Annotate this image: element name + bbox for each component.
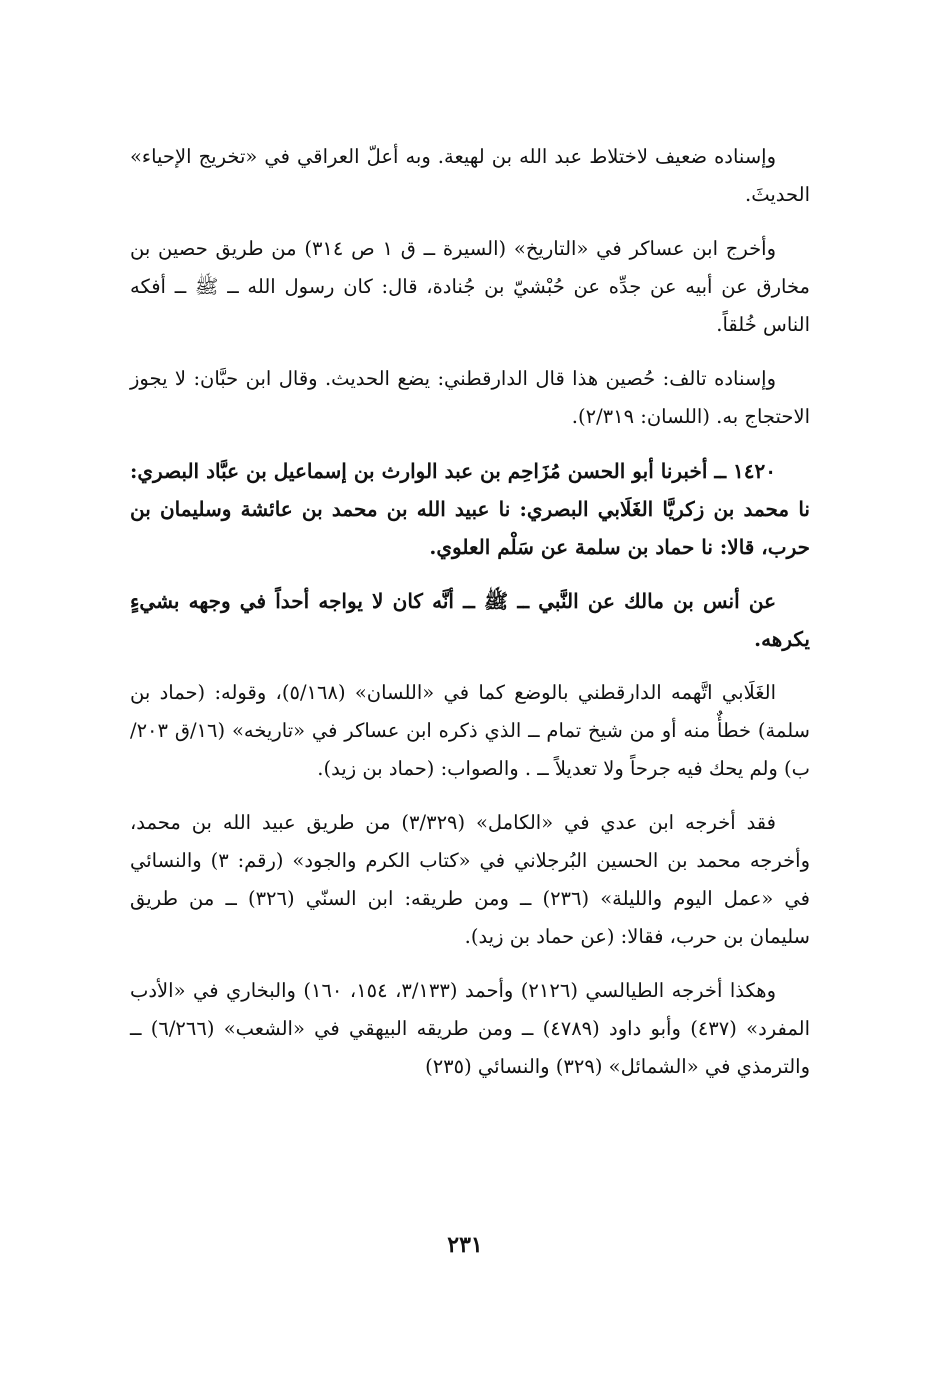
paragraph-isnad-weak: وإسناده ضعيف لاختلاط عبد الله بن لهيعة. وبه أعلّ العراقي في «تخريج الإحياء» الحديثَ.: [130, 145, 810, 206]
page-number: ٢٣١: [447, 1232, 483, 1258]
hadith-text-1420: عن أنس بن مالك عن النَّبي ــ ﷺ ــ أنَّه كان لا يواجه أحداً في وجهه بشيءٍ يكرهه.: [130, 589, 810, 651]
paragraph-tayalisi: وهكذا أخرجه الطيالسي (٢١٢٦) وأحمد (٣/١٣٣، ١٥٤، ١٦٠) والبخاري في «الأدب المفرد» (٤٣٧) وأبو داود (٤٧٨٩) ــ ومن طريقه البيهقي في «الشعب» (٦/٢٦٦) ــ والترمذي في «الشمائل» (٣٢٩) والنسائي (٢٣٥): [130, 979, 811, 1078]
paragraph-ibn-adi: فقد أخرجه ابن عدي في «الكامل» (٣/٣٢٩) من طريق عبيد الله بن محمد، وأخرجه محمد بن الحسين البُرجلاني في «كتاب الكرم والجود» (رقم: ٣) والنسائي في «عمل اليوم والليلة» (٢٣٦) ــ ومن طريقه: ابن السنّي (٣٢٦) ــ من طريق سليمان بن حرب، فقالا: (عن حماد بن زيد).: [130, 811, 811, 948]
paragraph-ghalabi: الغَلَابي اتَّهمه الدارقطني بالوضع كما في «اللسان» (٥/١٦٨)، وقوله: (حماد بن سلمة) خطأٌ منه أو من شيخ تمام ــ الذي ذكره ابن عساكر في «تاريخه» (١٦/ق ٢٠٣/ب) ولم يحك فيه جرحاً ولا تعديلاً ــ . والصواب: (حماد بن زيد).: [130, 681, 811, 780]
hadith-chain-1420: ١٤٢٠ ــ أخبرنا أبو الحسن مُزَاحِم بن عبد الوارث بن إسماعيل بن عبَّاد البصري: نا محمد بن زكريَّا الغَلَابي البصري: نا عبيد الله بن محمد بن عائشة وسليمان بن حرب، قالا: نا حماد بن سلمة عن سَلْم العلوي.: [130, 459, 810, 559]
paragraph-ibn-asakir: وأخرج ابن عساكر في «التاريخ» (السيرة ــ ق ١ ص ٣١٤) من طريق حصين بن مخارق عن أبيه عن جدِّه عن حُبْشيّ بن جُنادة، قال: كان رسول الله ــ ﷺ ــ أفكه الناس خُلقاً.: [130, 237, 810, 336]
paragraph-isnad-talif: وإسناده تالف: حُصين هذا قال الدارقطني: يضع الحديث. وقال ابن حبَّان: لا يجوز الاحتجاج به. (اللسان: ٢/٣١٩).: [130, 367, 810, 428]
page-body: [130, 138, 810, 1102]
